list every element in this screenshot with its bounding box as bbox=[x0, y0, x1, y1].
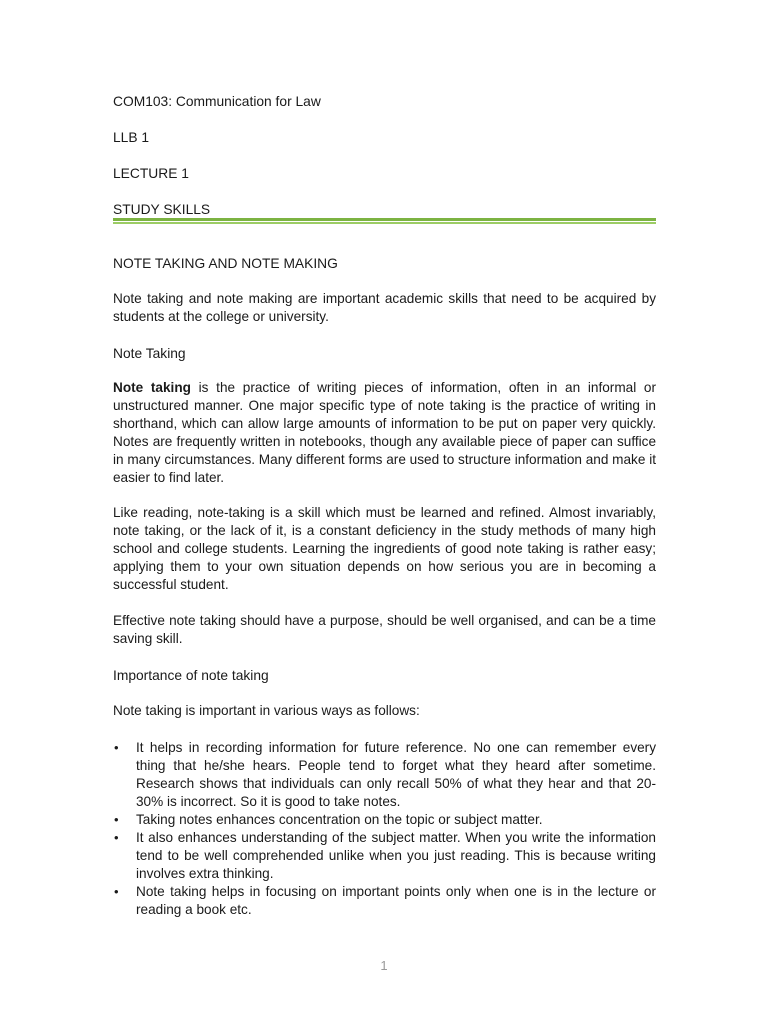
importance-list-block bbox=[113, 739, 656, 919]
list-item: • Note taking helps in focusing on important points only when one is in the lecture or reading a book etc. bbox=[136, 883, 656, 919]
course-title: COM103: Communication for Law bbox=[113, 94, 321, 109]
note-taking-definition-block bbox=[113, 379, 656, 487]
importance-intro-block bbox=[113, 702, 656, 720]
note-taking-definition bbox=[113, 379, 656, 487]
section-title: NOTE TAKING AND NOTE MAKING bbox=[113, 256, 338, 271]
intro-paragraph: Note taking and note making are important academic skills that need to be acquired by students at the college or university. bbox=[113, 291, 656, 324]
importance-heading-block bbox=[113, 666, 656, 686]
note-taking-paragraph-3: Effective note taking should have a purpose, should be well organised, and can be a time saving skill. bbox=[113, 613, 656, 646]
list-item: • It also enhances understanding of the subject matter. When you write the information tend to be well comprehended unlike when you just reading. This is because writing involves extra thinking. bbox=[136, 829, 656, 883]
note-taking-para2-block bbox=[113, 504, 656, 594]
document-header bbox=[113, 92, 656, 220]
page-number: 1 bbox=[380, 958, 388, 973]
note-taking-paragraph-2: Like reading, note-taking is a skill which must be learned and refined. Almost invariably, note taking, or the lack of it, is a constant deficiency in the study methods of many high school and college students. Learning the ingredients of good note taking is rather easy; applying them to your own situation depends on how serious you are in becoming a successful student. bbox=[113, 505, 656, 592]
section-note-taking-making bbox=[113, 254, 656, 274]
course-level: LLB 1 bbox=[113, 130, 150, 145]
importance-intro: Note taking is important in various ways as follows: bbox=[113, 703, 420, 718]
section-intro bbox=[113, 290, 656, 326]
list-item: • It helps in recording information for future reference. No one can remember every thing that he/she hears. People tend to forget what they heard after sometime. Research shows that individuals can only recall 50% of what they hear and that 20-30% is incorrect. So it is good to take notes. bbox=[136, 739, 656, 811]
header-divider bbox=[113, 218, 656, 225]
list-item: • Taking notes enhances concentration on the topic or subject matter. bbox=[136, 811, 656, 829]
note-taking-para3-block bbox=[113, 612, 656, 648]
note-taking-heading: Note Taking bbox=[113, 346, 186, 361]
importance-heading: Importance of note taking bbox=[113, 668, 269, 683]
lecture-topic: STUDY SKILLS bbox=[113, 202, 211, 217]
lecture-number: LECTURE 1 bbox=[113, 166, 189, 181]
note-taking-definition-text: is the practice of writing pieces of information, often in an informal or unstructured manner. One major specific type of note taking is the practice of writing in shorthand, which can allow large amounts of information to be put on paper very quickly. Notes are frequently written in notebooks, though any available piece of paper can suffice in many circumstances. Many different forms are used to structure information and make it easier to find later. bbox=[113, 380, 657, 485]
divider-thin-line bbox=[113, 222, 656, 224]
note-taking-term: Note taking bbox=[113, 380, 191, 395]
note-taking-heading-block bbox=[113, 344, 656, 364]
importance-bullet-list bbox=[113, 739, 656, 919]
